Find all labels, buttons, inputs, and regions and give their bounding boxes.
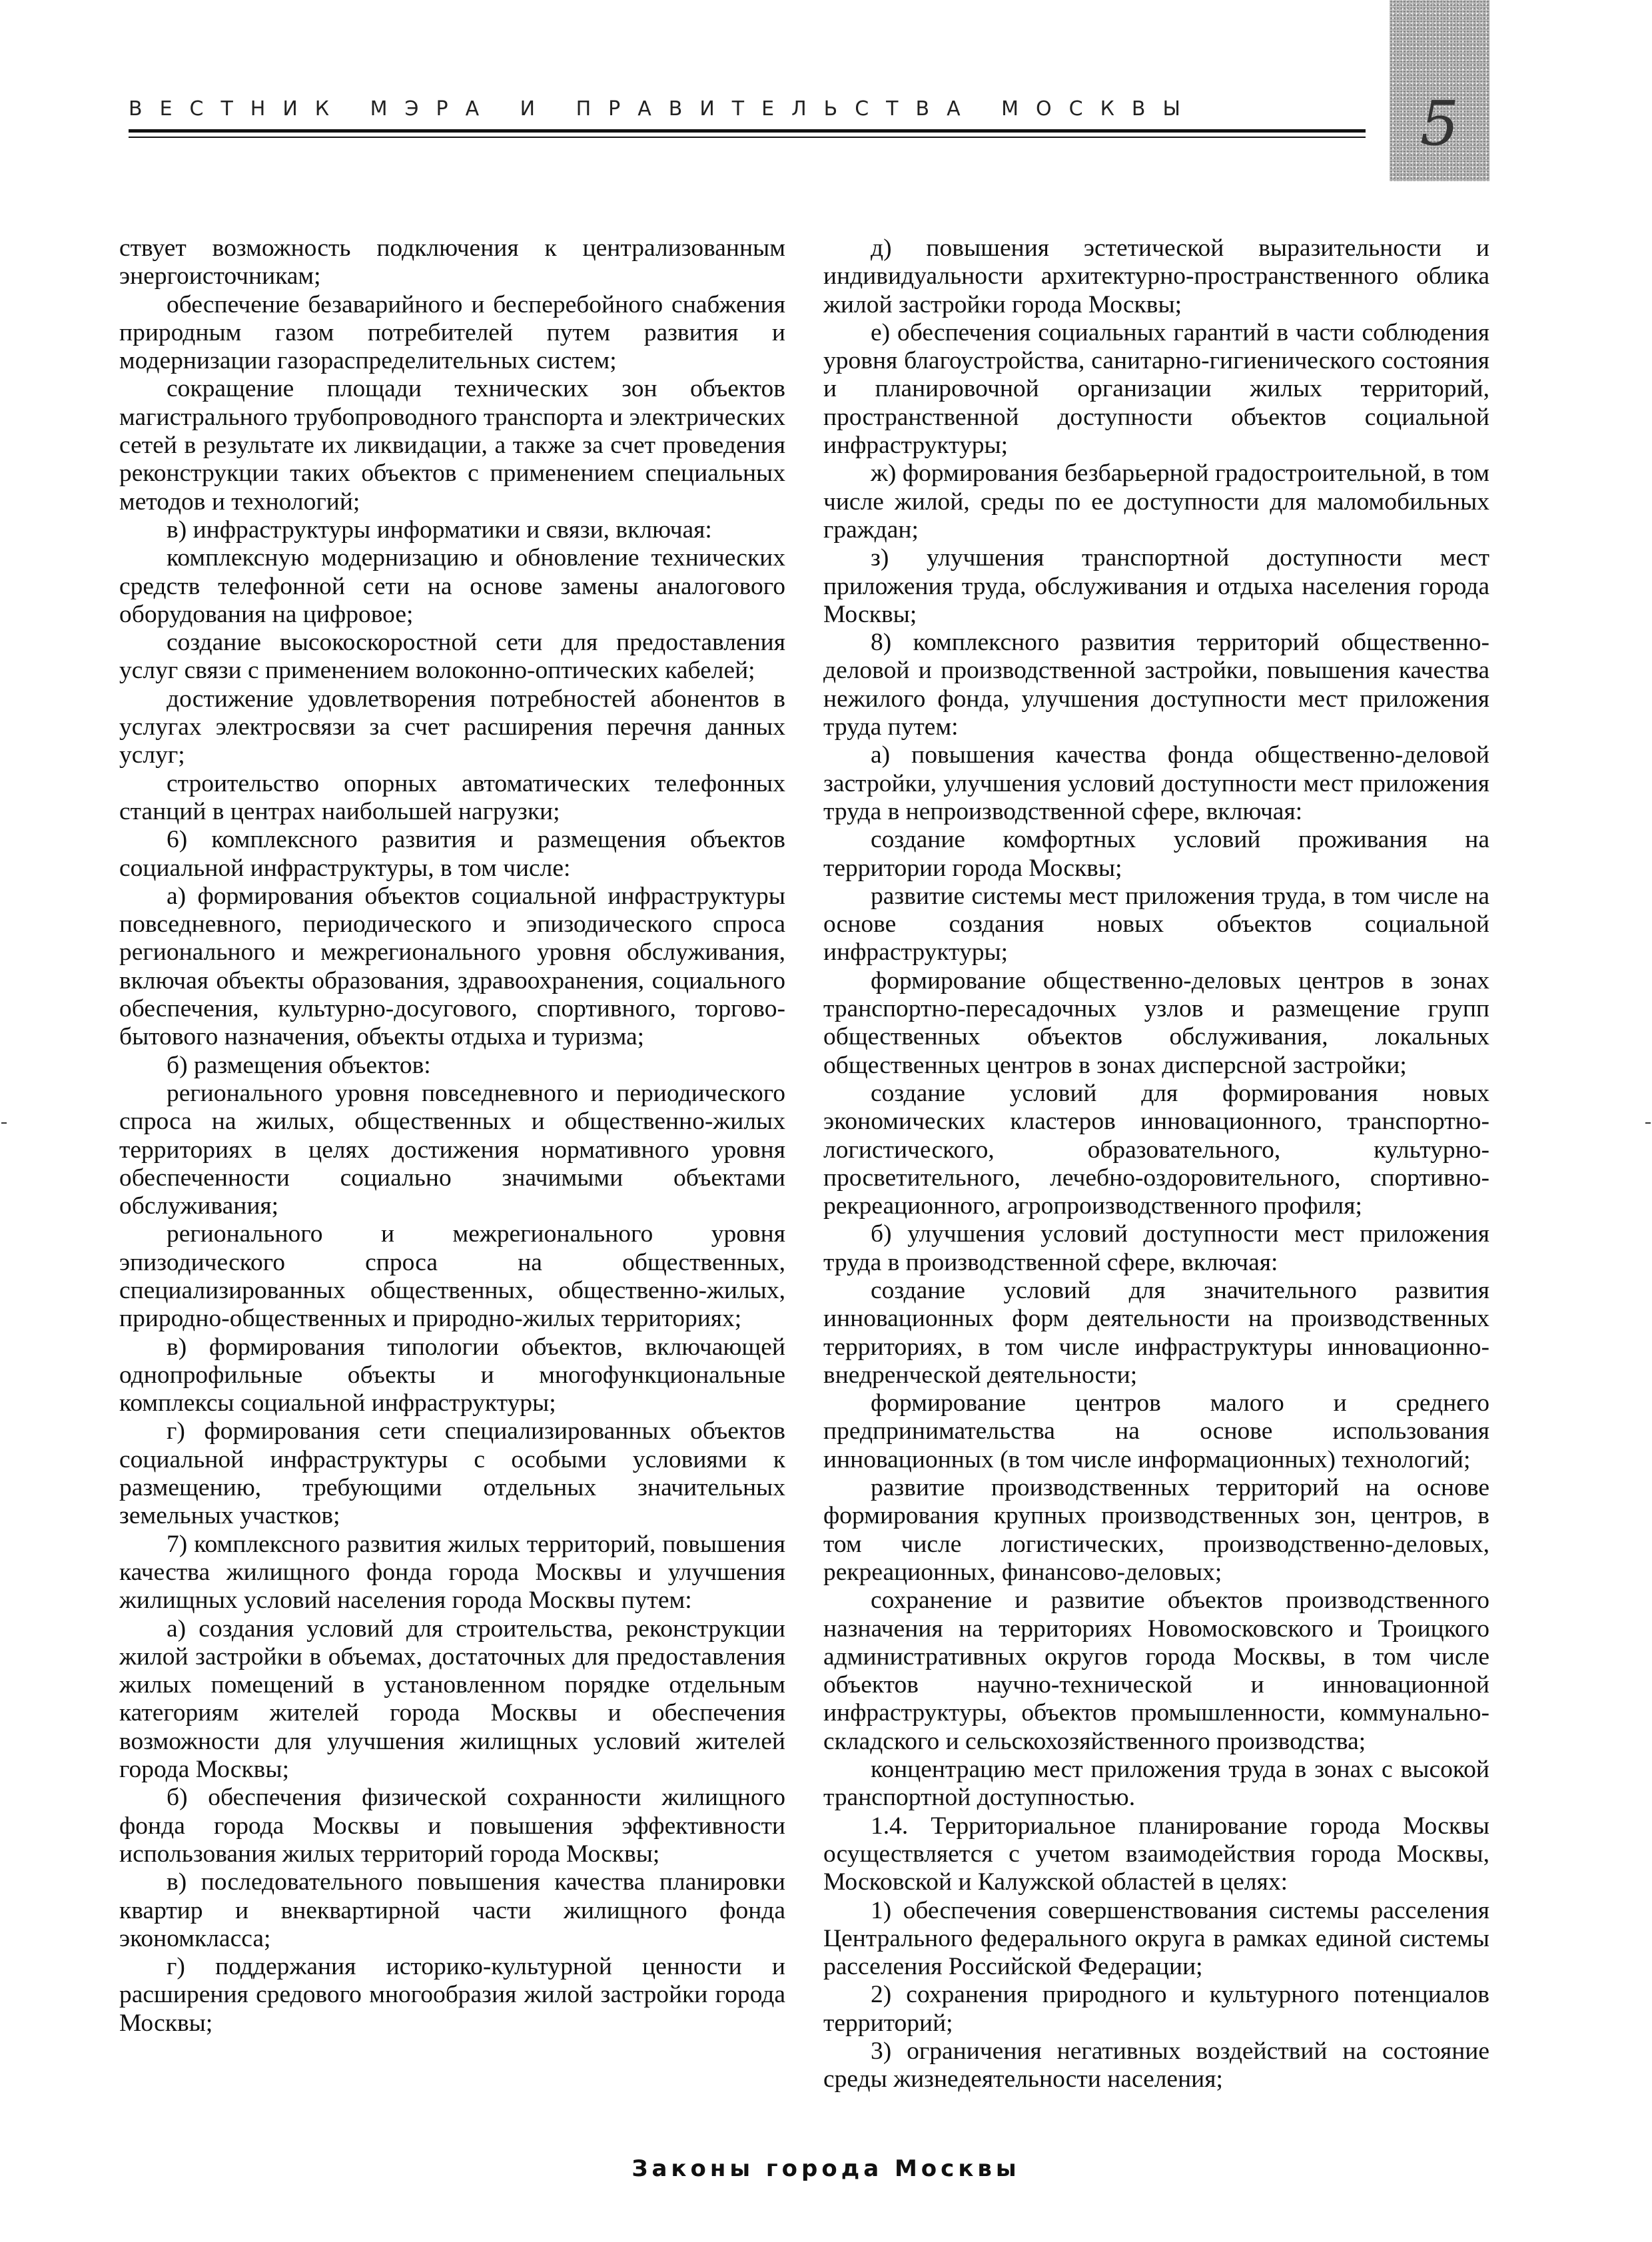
paragraph: регионального уровня повседневного и периодического спроса на жилых, общественных и общественно-жилых территориях в целях достижения нормативного уровня обеспеченности социально значимыми объектами обслуживания; (119, 1079, 785, 1220)
page-number: 5 (1420, 88, 1459, 159)
paragraph: сохранение и развитие объектов производственного назначения на территориях Новомосковского и Троицкого административных округов города Москвы, в том числе объектов научно-технической и инновационной инфраструктуры, объектов промышленности, коммунально-складского и сельскохозяйственного производства; (823, 1587, 1489, 1755)
paragraph: комплексную модернизацию и обновление технических средств телефонной сети на основе замены аналогового оборудования на цифровое; (119, 544, 785, 628)
crop-mark-left (1, 1122, 7, 1124)
paragraph: в) инфраструктуры информатики и связи, включая: (167, 516, 712, 544)
crop-mark-right (1645, 1122, 1651, 1124)
paragraph: строительство опорных автоматических телефонных станций в центрах наибольшей нагрузки; (119, 769, 785, 825)
paragraph: формирование общественно-деловых центров в зонах транспортно-пересадочных узлов и размещение групп общественных объектов обслуживания, локальных общественных центров в зонах дисперсной застройки; (823, 966, 1489, 1079)
paragraph: создание условий для значительного развития инновационных форм деятельности на производственных территориях, в том числе инфраструктуры инновационно-внедренческой деятельности; (823, 1276, 1489, 1389)
header-rule-thin (129, 137, 1366, 138)
paragraph: создание условий для формирования новых экономических кластеров инновационного, транспортно-логистического, образовательного, культурно-просветительного, лечебно-оздоровительного, спортивно-рекреационного, агропроизводственного профиля; (823, 1079, 1489, 1220)
paragraph: з) улучшения транспортной доступности мест приложения труда, обслуживания и отдыха населения города Москвы; (823, 544, 1489, 628)
paragraph: 8) комплексного развития территорий общественно-деловой и производственной застройки, повышения качества нежилого фонда, улучшения доступности мест приложения труда путем: (823, 629, 1489, 741)
paragraph: б) улучшения условий доступности мест приложения труда в производственной сфере, включая: (823, 1220, 1489, 1276)
paragraph: а) повышения качества фонда общественно-деловой застройки, улучшения условий доступности мест приложения труда в непроизводственной сфере, включая: (823, 741, 1489, 825)
paragraph: б) размещения объектов: (167, 1051, 431, 1079)
paragraph: а) создания условий для строительства, реконструкции жилой застройки в объемах, достаточных для предоставления жилых помещений в установленном порядке отдельным категориям жителей города Москвы и обеспечения возможности для улучшения жилищных условий жителей города Москвы; (119, 1615, 785, 1784)
paragraph: создание высокоскоростной сети для предоставления услуг связи с применением волоконно-оптических кабелей; (119, 629, 785, 685)
paragraph: создание комфортных условий проживания на территории города Москвы; (823, 826, 1489, 882)
paragraph: ж) формирования безбарьерной градостроительной, в том числе жилой, среды по ее доступности для маломобильных граждан; (823, 460, 1489, 544)
paragraph: д) повышения эстетической выразительности и индивидуальности архитектурно-пространственного облика жилой застройки города Москвы; (823, 234, 1489, 318)
footer-section-title: Законы города Москвы (631, 2155, 1021, 2182)
paragraph: 7) комплексного развития жилых территорий, повышения качества жилищного фонда города Москвы и улучшения жилищных условий населения города Москвы путем: (119, 1530, 785, 1615)
left-column (119, 234, 785, 2038)
right-column (823, 234, 1489, 2094)
paragraph: е) обеспечения социальных гарантий в части соблюдения уровня благоустройства, санитарно-гигиенического состояния и планировочной организации жилых территорий, пространственной доступности объектов социальной инфраструктуры; (823, 318, 1489, 460)
paragraph: развитие производственных территорий на основе формирования крупных производственных зон, центров, в том числе логистических, производственно-деловых, рекреационных, финансово-деловых; (823, 1474, 1489, 1586)
header-rule (129, 129, 1366, 133)
paragraph: 1.4. Территориальное планирование города Москвы осуществляется с учетом взаимодействия города Москвы, Московской и Калужской областей в целях: (823, 1812, 1489, 1896)
paragraph: развитие системы мест приложения труда, в том числе на основе создания новых объектов социальной инфраструктуры; (823, 882, 1489, 966)
paragraph: сокращение площади технических зон объектов магистрального трубопроводного транспорта и электрических сетей в результате их ликвидации, а также за счет проведения реконструкции таких объектов с применением специальных методов и технологий; (119, 375, 785, 516)
paragraph: достижение удовлетворения потребностей абонентов в услугах электросвязи за счет расширения перечня данных услуг; (119, 685, 785, 769)
paragraph: б) обеспечения физической сохранности жилищного фонда города Москвы и повышения эффективности использования жилых территорий города Москвы; (119, 1784, 785, 1868)
paragraph: формирование центров малого и среднего предпринимательства на основе использования инновационных (в том числе информационных) технологий; (823, 1389, 1489, 1473)
paragraph: 1) обеспечения совершенствования системы расселения Центрального федерального округа в рамках единой системы расселения Российской Федерации; (823, 1896, 1489, 1981)
paragraph: 2) сохранения природного и культурного потенциалов территорий; (823, 1981, 1489, 2037)
paragraph: регионального и межрегионального уровня эпизодического спроса на общественных, специализированных общественных, общественно-жилых, природно-общественных и природно-жилых территориях; (119, 1220, 785, 1333)
paragraph: концентрацию мест приложения труда в зонах с высокой транспортной доступностью. (823, 1756, 1489, 1812)
paragraph: г) формирования сети специализированных объектов социальной инфраструктуры с особыми условиями к размещению, требующими отдельных значительных земельных участков; (119, 1417, 785, 1530)
paragraph: 3) ограничения негативных воздействий на состояние среды жизнедеятельности населения; (823, 2038, 1489, 2093)
paragraph: в) последовательного повышения качества планировки квартир и внеквартирной части жилищного фонда экономкласса; (119, 1868, 785, 1952)
paragraph: г) поддержания историко-культурной ценности и расширения средового многообразия жилой застройки города Москвы; (119, 1953, 785, 2037)
paragraph: а) формирования объектов социальной инфраструктуры повседневного, периодического и эпизодического спроса регионального и межрегионального уровня обслуживания, включая объекты образования, здравоохранения, социального обеспечения, культурно-досугового, спортивного, торгово-бытового назначения, объекты отдыха и туризма; (119, 882, 785, 1051)
journal-title: ВЕСТНИК МЭРА И ПРАВИТЕЛЬСТВА МОСКВЫ (129, 97, 1198, 121)
paragraph: 6) комплексного развития и размещения объектов социальной инфраструктуры, в том числе: (119, 826, 785, 882)
page-number-box (1390, 0, 1489, 181)
paragraph: ствует возможность подключения к централизованным энергоисточникам; (119, 234, 785, 290)
paragraph: в) формирования типологии объектов, включающей однопрофильные объекты и многофункциональные комплексы социальной инфраструктуры; (119, 1333, 785, 1417)
paragraph: обеспечение безаварийного и бесперебойного снабжения природным газом потребителей путем развития и модернизации газораспределительных систем; (119, 290, 785, 375)
